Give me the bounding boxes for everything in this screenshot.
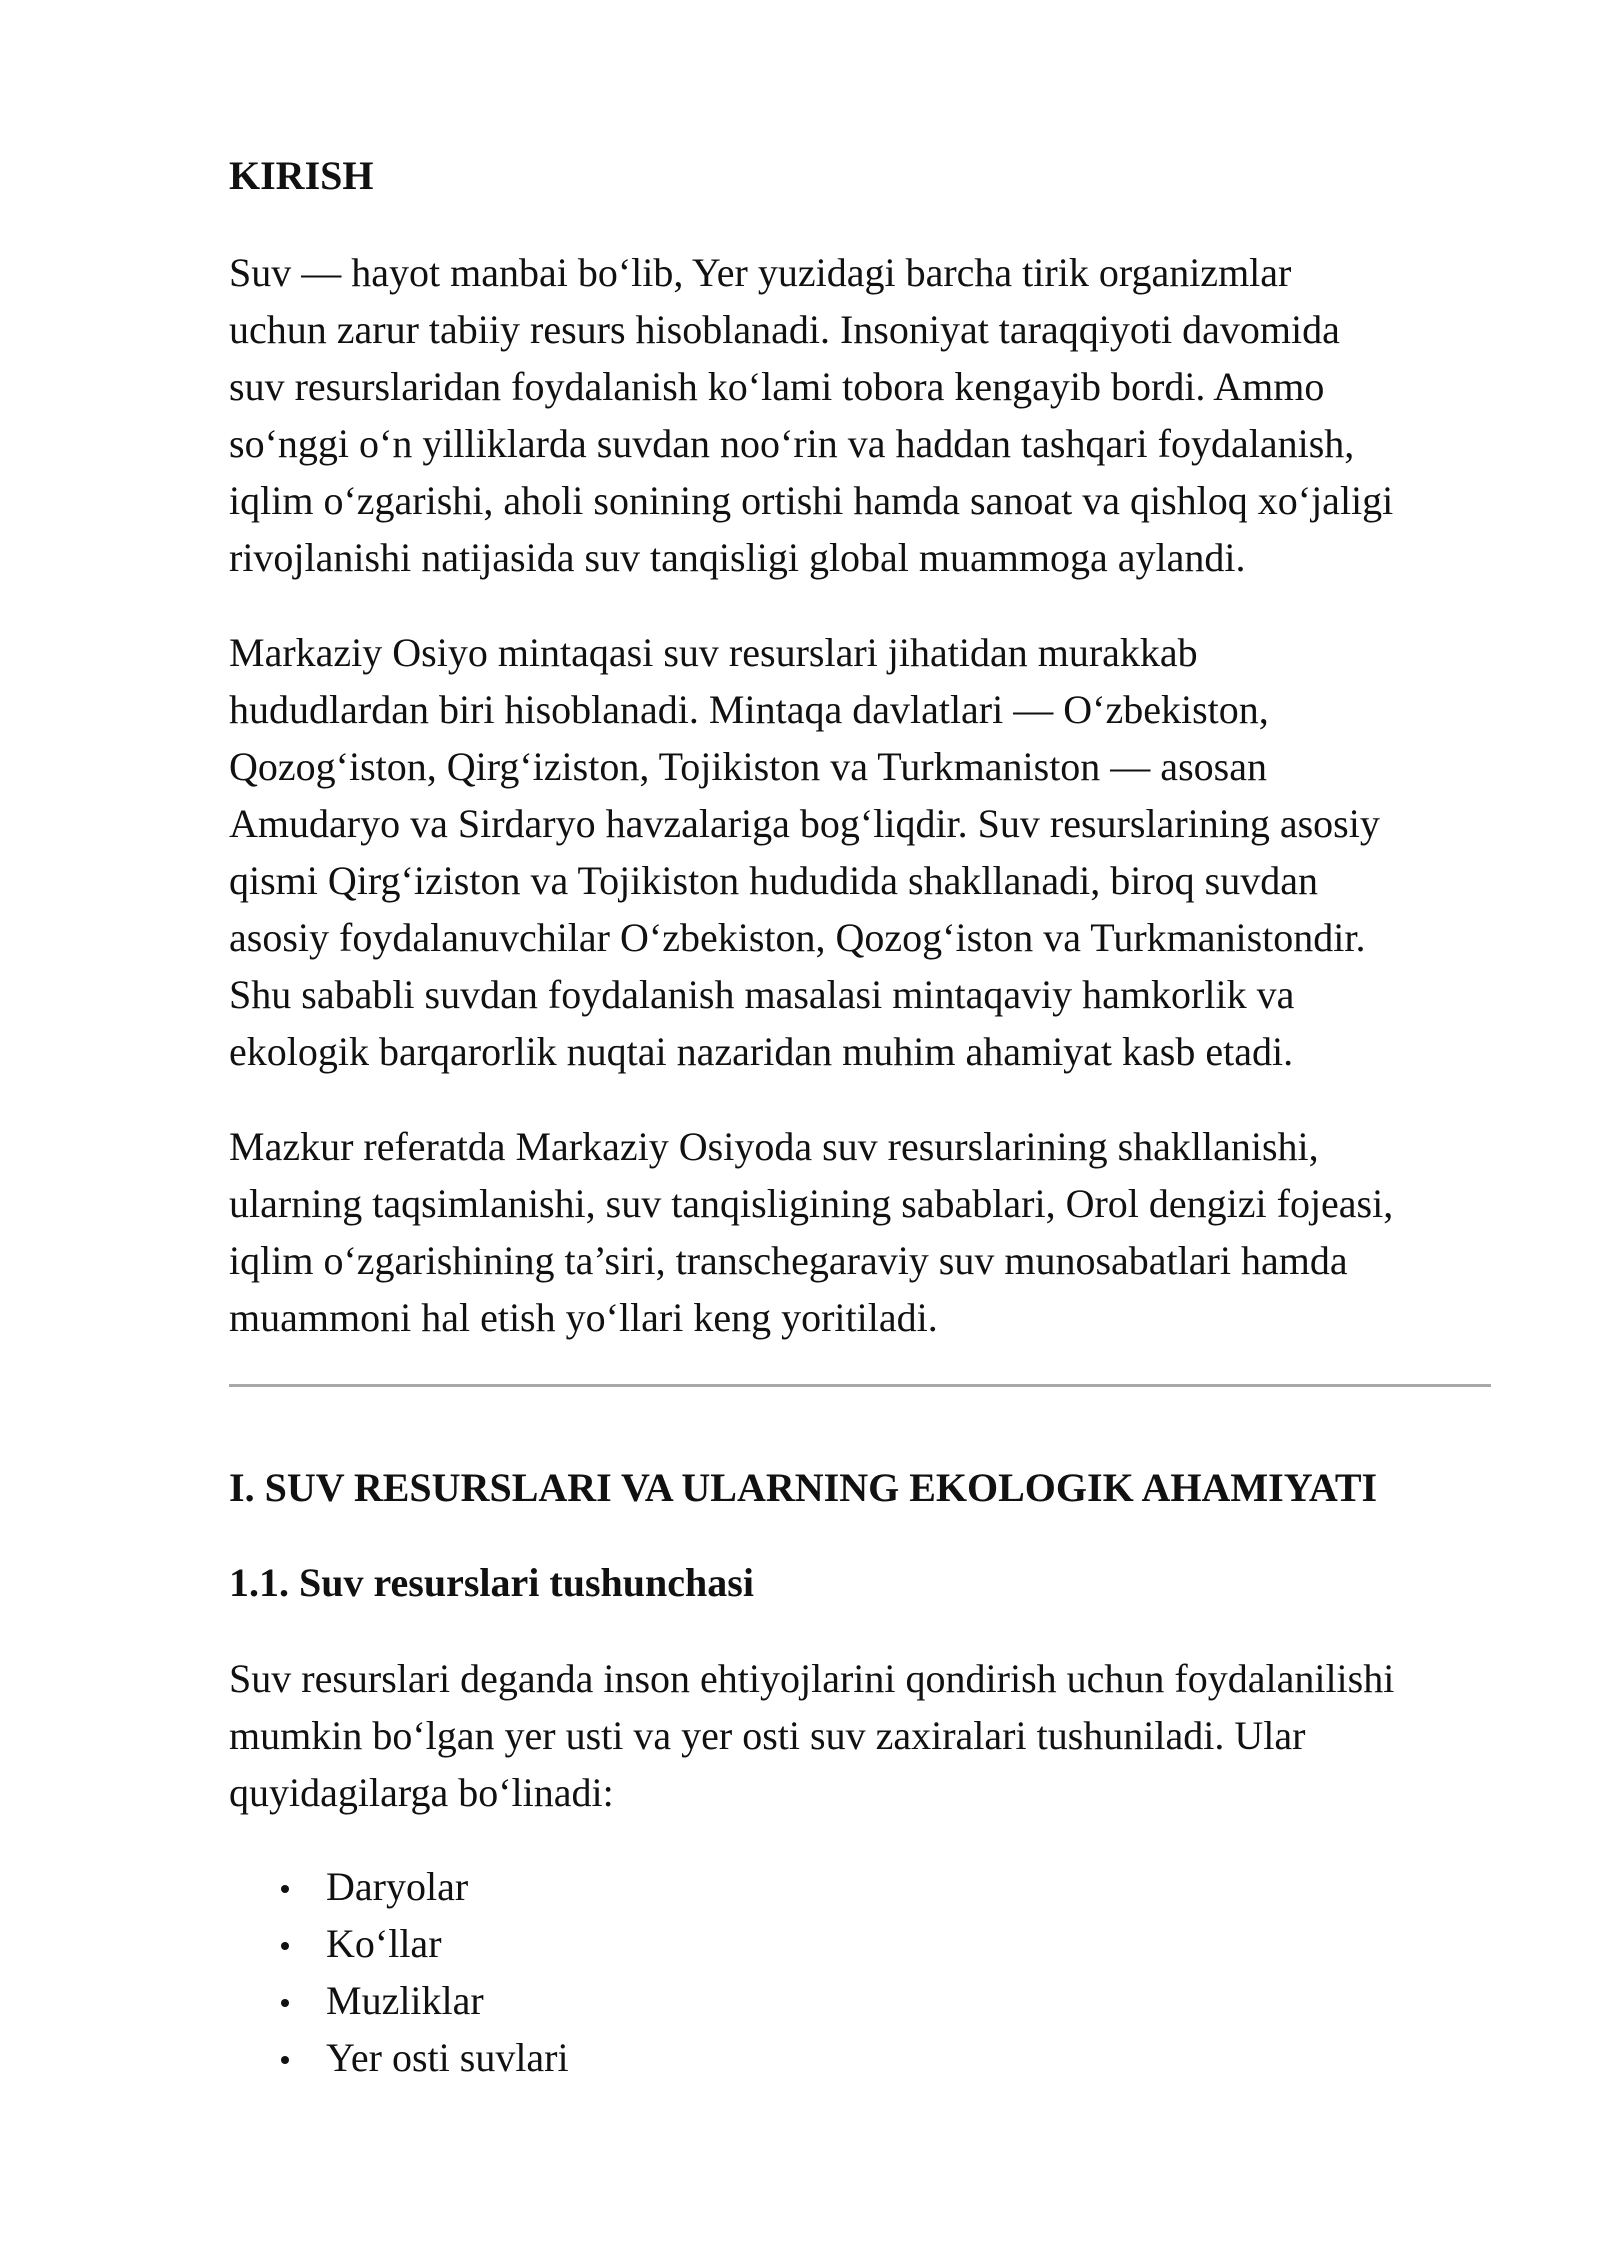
list-item-label: Daryolar [326, 1864, 469, 1909]
text-line: Qozog‘iston, Qirg‘iziston, Tojikiston va Turkmaniston — asosan [229, 744, 1267, 789]
list-item-label: Muzliklar [326, 1978, 484, 2023]
list-item-label: Yer osti suvlari [326, 2035, 569, 2080]
bullet-icon [281, 1885, 289, 1893]
text-line: Shu sababli suvdan foydalanish masalasi mintaqaviy hamkorlik va [229, 972, 1295, 1017]
list-item [229, 1915, 569, 1972]
list-item [229, 1858, 569, 1915]
bullet-icon [281, 1942, 289, 1950]
text-line: rivojlanishi natijasida suv tanqisligi global muammoga aylandi. [229, 535, 1246, 580]
intro-heading: KIRISH [229, 153, 374, 198]
text-line: mumkin bo‘lgan yer usti va yer osti suv zaxiralari tushuniladi. Ular [229, 1713, 1306, 1758]
text-line: quyidagilarga bo‘linadi: [229, 1770, 614, 1815]
section-1-1-paragraph [229, 1650, 1491, 1821]
text-line: uchun zarur tabiiy resurs hisoblanadi. Insoniyat taraqqiyoti davomida [229, 307, 1340, 352]
section-divider [229, 1384, 1491, 1387]
text-line: Suv resurslari deganda inson ehtiyojlarini qondirish uchun foydalanilishi [229, 1656, 1395, 1701]
text-line: ularning taqsimlanishi, suv tanqisligining sabablari, Orol dengizi fojeasi, [229, 1181, 1394, 1226]
list-item [229, 2029, 569, 2086]
text-line: iqlim o‘zgarishi, aholi sonining ortishi hamda sanoat va qishloq xo‘jaligi [229, 478, 1394, 523]
list-item [229, 1972, 569, 2029]
bullet-icon [281, 1999, 289, 2007]
intro-paragraph-2 [229, 624, 1491, 1080]
bullet-icon [281, 2056, 289, 2064]
text-line: asosiy foydalanuvchilar O‘zbekiston, Qozog‘iston va Turkmanistondir. [229, 915, 1366, 960]
text-line: Suv — hayot manbai bo‘lib, Yer yuzidagi barcha tirik organizmlar [229, 250, 1292, 295]
text-line: qismi Qirg‘iziston va Tojikiston hududida shakllanadi, biroq suvdan [229, 858, 1318, 903]
text-line: hududlardan biri hisoblanadi. Mintaqa davlatlari — O‘zbekiston, [229, 687, 1269, 732]
section-1-heading: I. SUV RESURSLARI VA ULARNING EKOLOGIK AHAMIYATI [229, 1465, 1378, 1510]
text-line: ekologik barqarorlik nuqtai nazaridan muhim ahamiyat kasb etadi. [229, 1029, 1294, 1074]
text-line: Markaziy Osiyo mintaqasi suv resurslari jihatidan murakkab [229, 630, 1198, 675]
intro-paragraph-1 [229, 244, 1491, 586]
list-item-label: Ko‘llar [326, 1921, 442, 1966]
text-line: Mazkur referatda Markaziy Osiyoda suv resurslarining shakllanishi, [229, 1124, 1319, 1169]
text-line: suv resurslaridan foydalanish ko‘lami tobora kengayib bordi. Ammo [229, 364, 1325, 409]
text-line: Amudaryo va Sirdaryo havzalariga bog‘liqdir. Suv resurslarining asosiy [229, 801, 1380, 846]
section-1-1-subheading: 1.1. Suv resurslari tushunchasi [229, 1560, 754, 1605]
intro-paragraph-3 [229, 1118, 1491, 1346]
text-line: so‘nggi o‘n yilliklarda suvdan noo‘rin va haddan tashqari foydalanish, [229, 421, 1355, 466]
water-resource-types-list [229, 1858, 569, 2086]
text-line: iqlim o‘zgarishining ta’siri, transchegaraviy suv munosabatlari hamda [229, 1238, 1348, 1283]
text-line: muammoni hal etish yo‘llari keng yoritiladi. [229, 1295, 938, 1340]
